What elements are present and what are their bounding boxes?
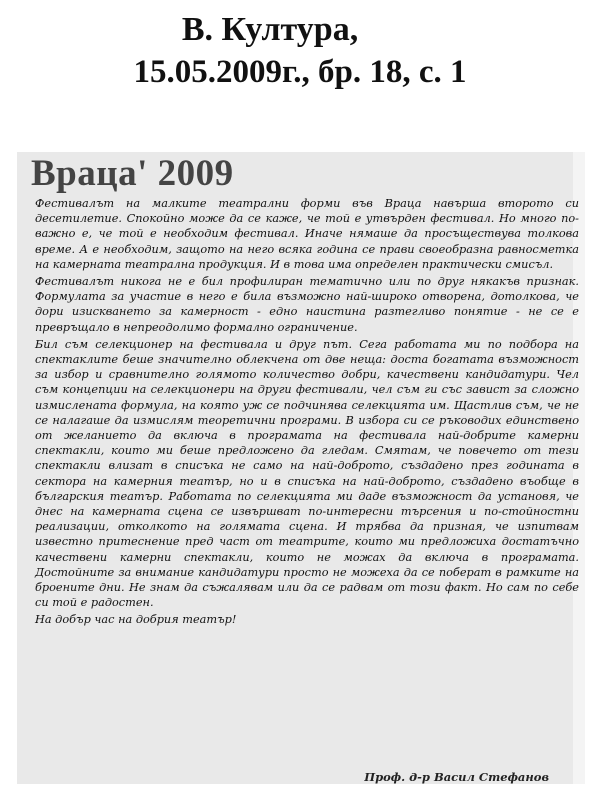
author-signature: Проф. д-р Васил Стефанов xyxy=(364,770,549,784)
article-body xyxy=(35,196,579,630)
publication-date-issue-page: 15.05.2009г., бр. 18, с. 1 xyxy=(133,54,467,90)
article-paragraph: На добър час на добрия театър! xyxy=(35,613,237,627)
publication-name: В. Култура, xyxy=(181,11,359,48)
article-paragraph: Фестивалът никога не е бил профилиран тематично или по друг някакъв признак. Формулата за участие в него е била възможно най-широко отворена, дотолкова, че дори изискването за камерност - едно наистина разтегливо понятие - не се е превръщало в непреодолимо формално ограничение. xyxy=(35,275,579,334)
article-title: Враца' 2009 xyxy=(31,153,234,194)
citation-header xyxy=(0,10,600,94)
article-paragraph: Бил съм селекционер на фестивала и друг път. Сега работата ми по подбора на спектаклите беше значително облекчена от две неща: доста богатата възможност за избор и сравнително голямото количество добри, качествени кандидатури. Чел съм концепции на селекционери на други фестивали, чел съм ги със завист за сложно измислената формула, на която уж се подчинява селекцията им. Щастлив съм, че не се налагаше да измислям теоретични програми. В избора си се ръководих единствено от желанието да включа в програмата на фестивала най-добрите камерни спектакли, които ми беше предложено да гледам. Смятам, че повечето от тези спектакли влизат в списъка не само на най-доброто, създадено през годината в сектора на камерния театър, но и в списъка на най-доброто, създадено въобще в българския театър. Работата по селекцията ми даде възможност да установя, че днес на камерната сцена се извършват по-интересни търсения и по-стойностни реализации, отколкото на голямата сцена. И трябва да призная, че изпитвам известно притеснение пред част от театрите, които ми предложиха достатъчно качествени камерни спектакли, които не можах да включа в програмата. Достойните за внимание кандидатури просто не можеха да се поберат в рамките на броените дни. Не знам да съжалявам или да се радвам от този факт. Но сам по себе си той е радостен. xyxy=(35,337,579,610)
newspaper-clipping xyxy=(17,152,585,784)
article-paragraph: Фестивалът на малките театрални форми във Враца навърша второто си десетилетие. Спокойно може да се каже, че той е утвърден фестивал. Но много по-важно е, че той е необходим фестивал. Иначе нямаше да просъществува толкова време. А е необходим, защото на него всяка година се прави своеобразна равносметка на камерната театрална продукция. И в това има определен практически смисъл. xyxy=(35,197,579,271)
